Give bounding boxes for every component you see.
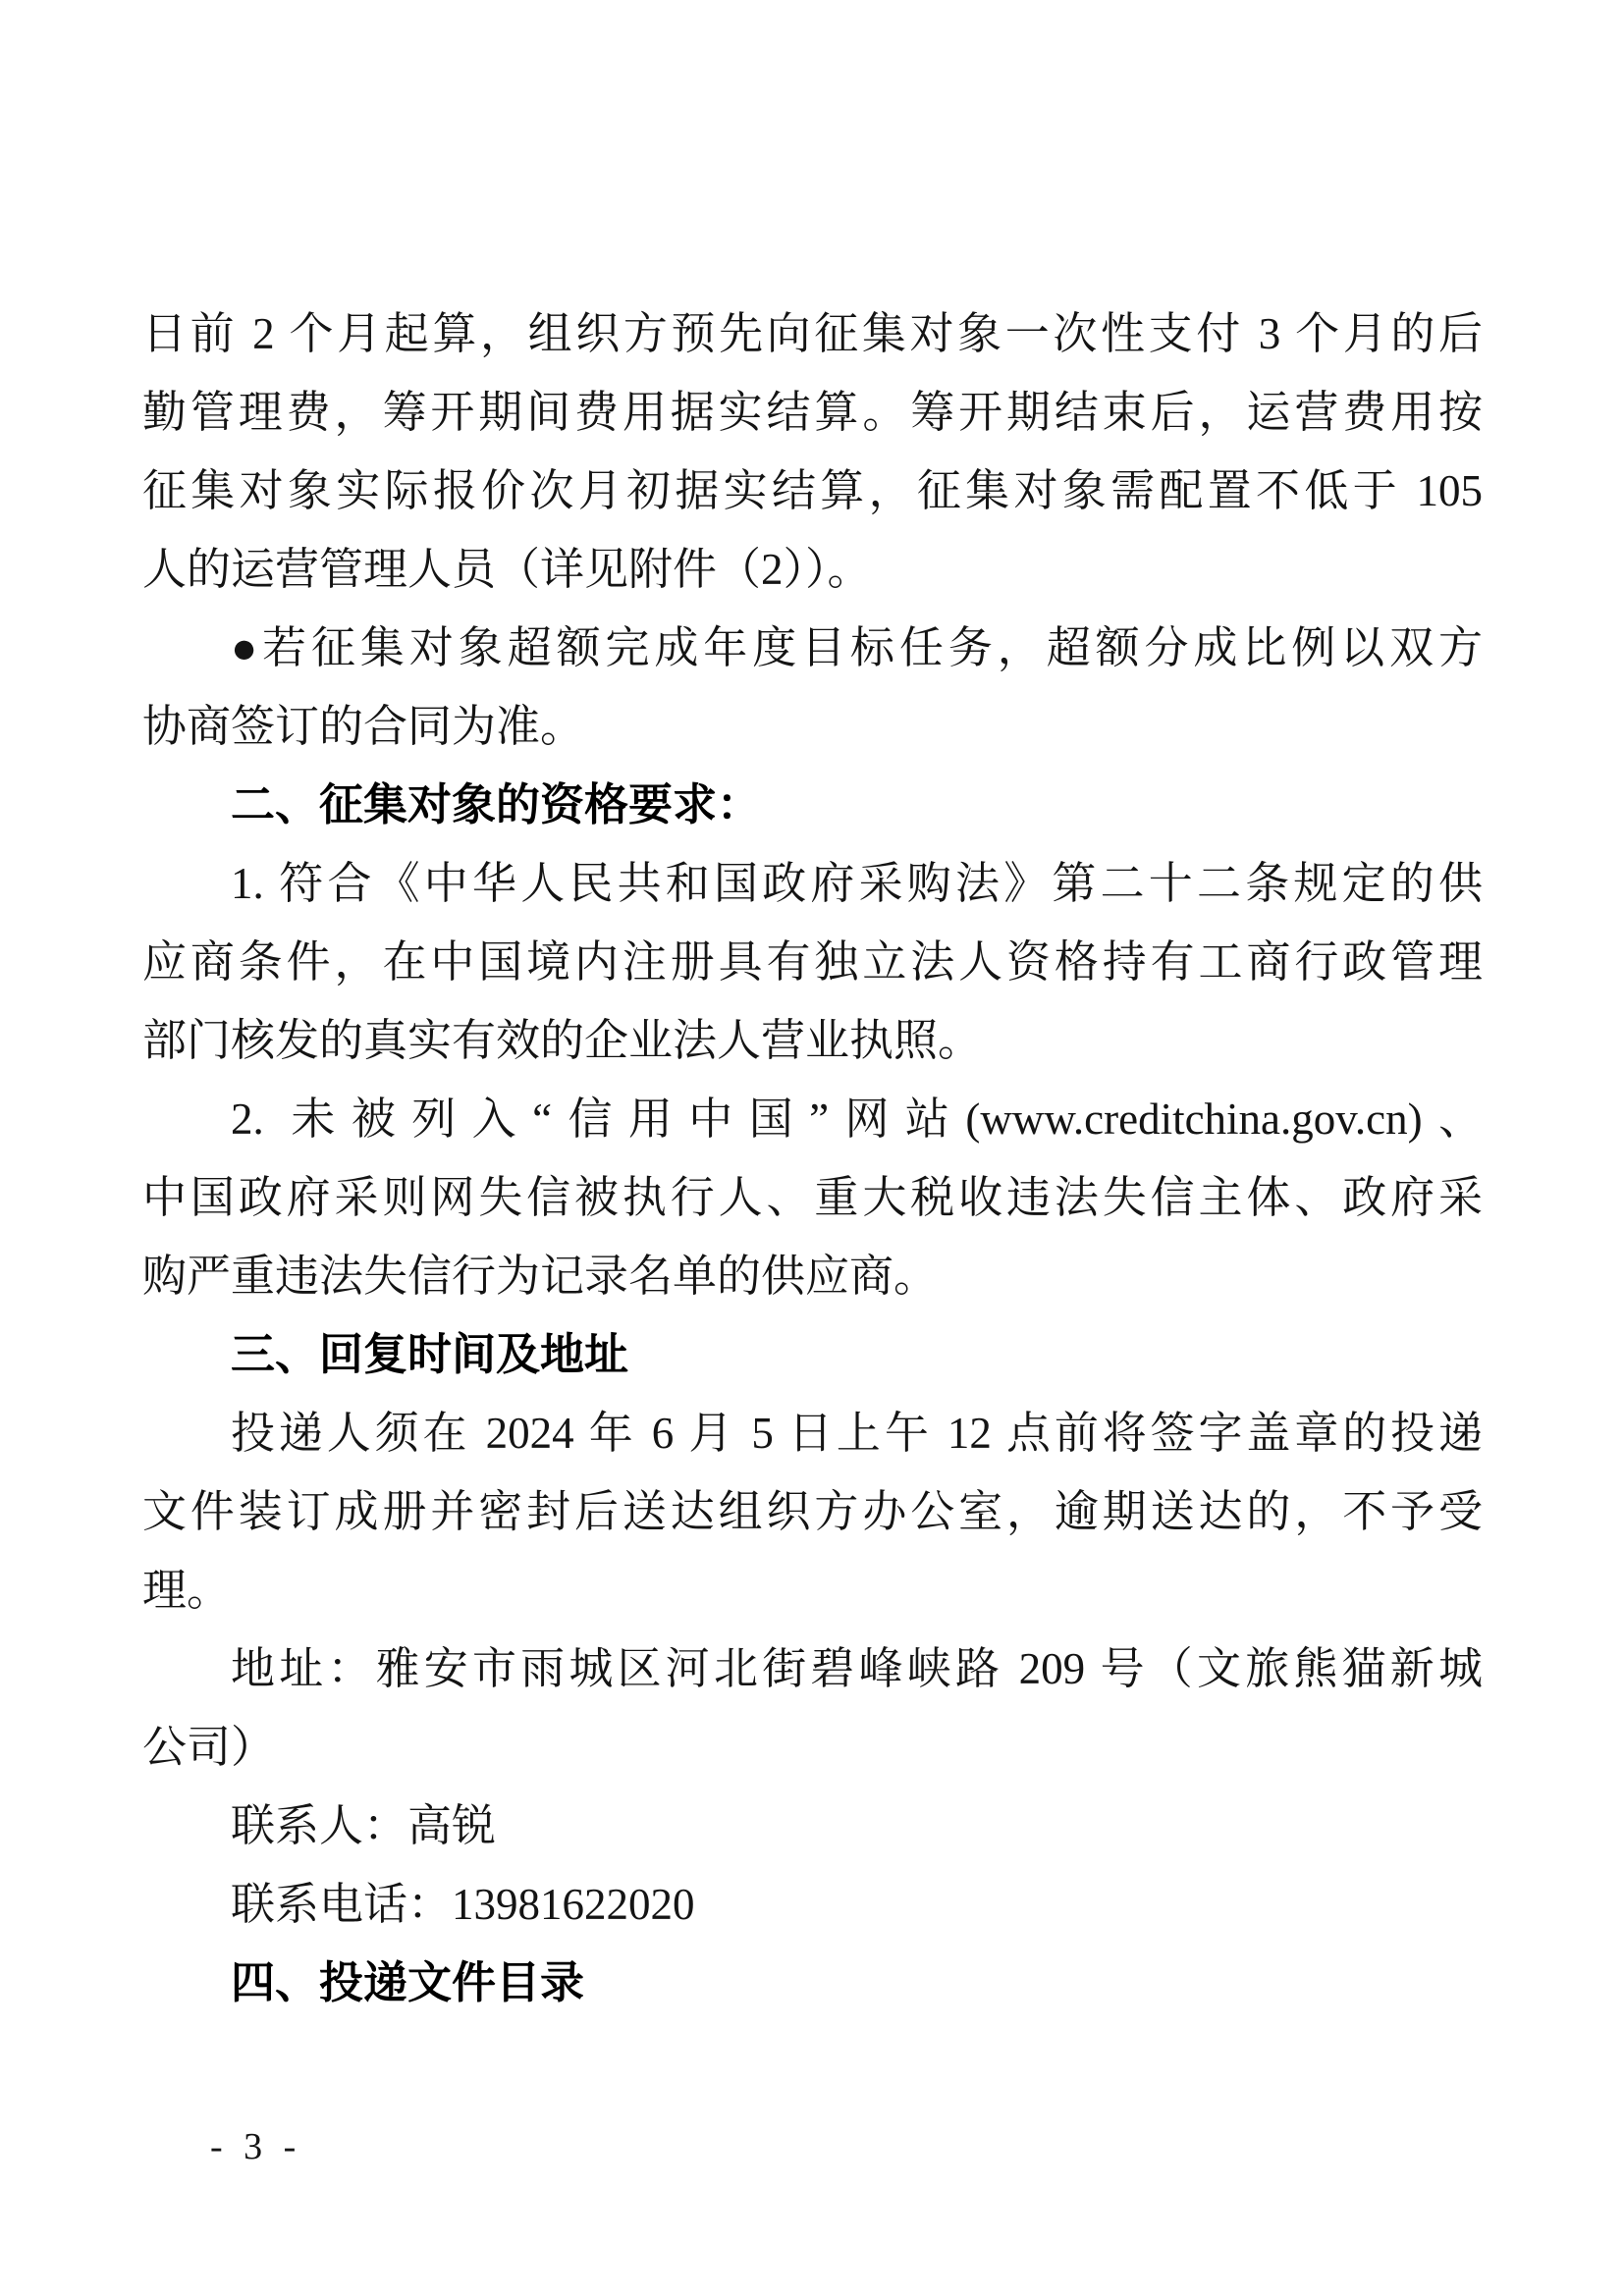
section-heading: 三、回复时间及地址	[231, 1329, 629, 1379]
document-body	[142, 294, 1483, 2022]
text-line: 联系人：高锐	[231, 1801, 497, 1850]
text-line: 协商签订的合同为准。	[142, 702, 585, 751]
text-line: 理。	[142, 1566, 232, 1615]
text-line: 1. 符合《中华人民共和国政府采购法》第二十二条规定的供	[231, 859, 1483, 908]
text-line: 应商条件，在中国境内注册具有独立法人资格持有工商行政管理	[142, 937, 1483, 987]
text-line: 部门核发的真实有效的企业法人营业执照。	[142, 1016, 983, 1065]
text-line: 地址：雅安市雨城区河北街碧峰峡路 209 号（文旅熊猫新城	[231, 1644, 1483, 1693]
text-line: 文件装订成册并密封后送达组织方办公室，逾期送达的，不予受	[142, 1487, 1483, 1536]
text-line: 公司）	[142, 1723, 276, 1772]
text-line: 征集对象实际报价次月初据实结算，征集对象需配置不低于 105	[142, 466, 1483, 515]
text-line: ●若征集对象超额完成年度目标任务，超额分成比例以双方	[231, 623, 1483, 672]
text-line: 购严重违法失信行为记录名单的供应商。	[142, 1252, 939, 1301]
text-line: 日前 2 个月起算，组织方预先向征集对象一次性支付 3 个月的后	[142, 309, 1483, 358]
text-line: 投递人须在 2024 年 6 月 5 日上午 12 点前将签字盖章的投递	[231, 1409, 1483, 1458]
text-line: 人的运营管理人员（详见附件（2））。	[142, 545, 872, 594]
text-line: 联系电话：13981622020	[231, 1880, 695, 1929]
text-line: 勤管理费，筹开期间费用据实结算。筹开期结束后，运营费用按	[142, 388, 1483, 437]
section-heading: 二、征集对象的资格要求：	[231, 779, 762, 829]
text-line: 2. 未被列入“信用中国”网站(www.creditchina.gov.cn)、	[231, 1095, 1483, 1144]
text-line: 中国政府采则网失信被执行人、重大税收违法失信主体、政府采	[142, 1173, 1483, 1222]
section-heading: 四、投递文件目录	[231, 1957, 585, 2007]
page-number: - 3 -	[210, 2126, 302, 2167]
